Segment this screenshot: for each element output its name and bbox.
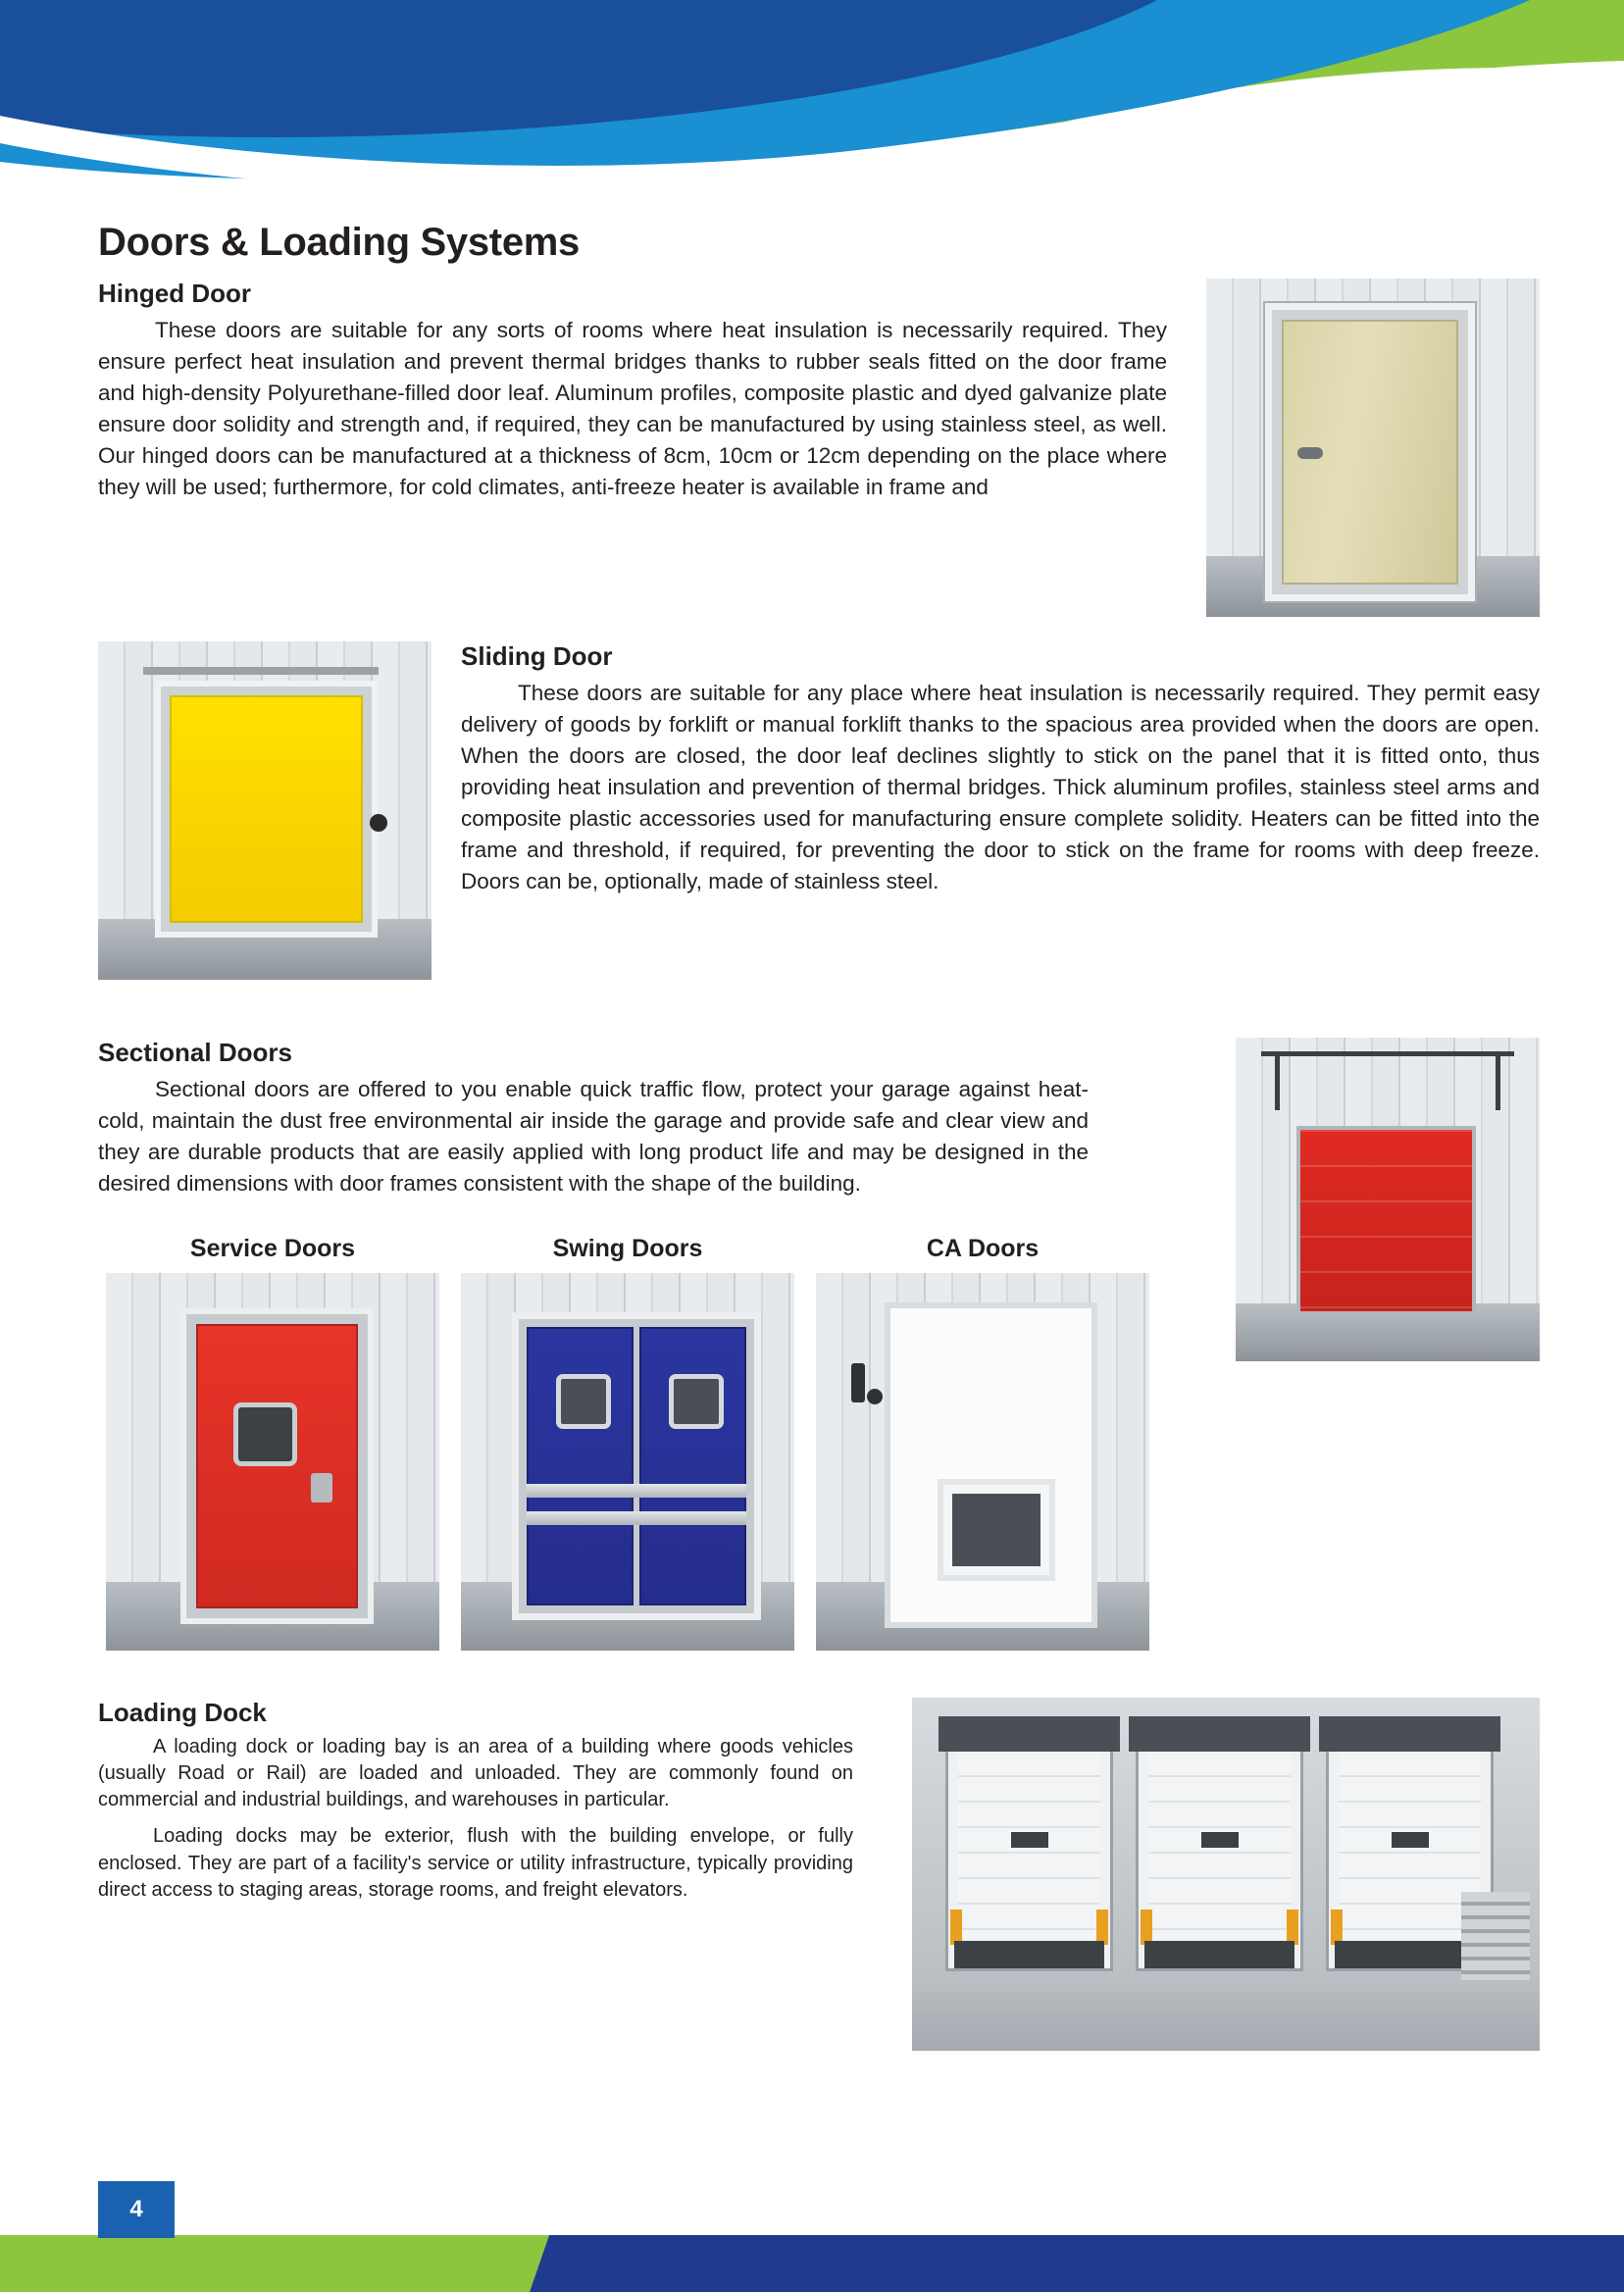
track-rail-left bbox=[1275, 1051, 1280, 1110]
loading-dock-text bbox=[98, 1698, 853, 1904]
dock-door-window bbox=[1392, 1832, 1429, 1848]
header-banner-svg bbox=[0, 0, 1624, 211]
dock-shelter-hood bbox=[1319, 1716, 1500, 1752]
sliding-door-body-text: These doors are suitable for any place where heat insulation is necessarily required. They permit easy delivery of goods by forklift or manual forklift thanks to the spacious area provided when the doors are open. When the doors are closed, the door leaf declines slightly to stick on the panel that it is fitted onto, thus providing heat insulation and prevention of thermal bridges. Thick aluminum profiles, stainless steel arms and composite plastic accessories used for manufacturing ensure complete solidity. Heaters can be fitted into the frame and threshold, if required, for preventing the door to stick on the frame for rooms with deep freeze. Doors can be, optionally, made of stainless steel. bbox=[461, 681, 1540, 893]
page-title: Doors & Loading Systems bbox=[98, 221, 580, 264]
dock-bumper-left bbox=[1331, 1910, 1343, 1945]
dock-leveler bbox=[1144, 1941, 1294, 1968]
door-frame bbox=[180, 1308, 374, 1624]
header-banner-graphic bbox=[0, 0, 1624, 211]
sliding-door-section bbox=[98, 641, 1540, 1004]
footer-banner-graphic bbox=[0, 2174, 1624, 2292]
sectional-doors-section bbox=[98, 1038, 1540, 1651]
hinged-door-section bbox=[98, 279, 1540, 624]
sectional-doors-body bbox=[98, 1074, 1089, 1199]
dock-leveler bbox=[954, 1941, 1104, 1968]
hinged-door-body-text: These doors are suitable for any sorts of rooms where heat insulation is necessarily required. They ensure perfect heat insulation and prevent thermal bridges thanks to rubber seals fitted on the door frame and high-density Polyurethane-filled door leaf. Aluminum profiles, composite plastic and dyed galvanize plate ensure door solidity and strength and, if required, they can be manufactured by using stainless steel, as well. Our hinged doors can be manufactured at a thickness of 8cm, 10cm or 12cm depending on the place where they will be used; furthermore, for cold climates, anti-freeze heater is available in frame and bbox=[98, 318, 1167, 499]
swing-door-photo bbox=[461, 1273, 794, 1651]
door-window-icon bbox=[556, 1374, 611, 1429]
dock-apron-ground bbox=[912, 1980, 1540, 2051]
door-frame bbox=[885, 1302, 1097, 1628]
track-rail-right bbox=[1496, 1051, 1500, 1110]
bumper-rail-lower bbox=[527, 1511, 746, 1525]
hinged-door-photo bbox=[1206, 279, 1540, 617]
footer-banner-svg bbox=[0, 2174, 1624, 2292]
door-leaf bbox=[196, 1324, 358, 1608]
dock-bumper-right bbox=[1287, 1910, 1298, 1945]
door-frame bbox=[155, 681, 378, 938]
loading-dock-paragraph-1-text: A loading dock or loading bay is an area of a building where goods vehicles (usually Road or Rail) are loaded and unloaded. They are commonly found on commercial and industrial buildings, and warehouses in particular. bbox=[98, 1735, 853, 1811]
hinged-door-text bbox=[98, 279, 1167, 503]
door-hinge-icon bbox=[851, 1363, 865, 1402]
dock-door-window bbox=[1201, 1832, 1239, 1848]
loading-dock-paragraph-1 bbox=[98, 1734, 853, 1814]
door-frame bbox=[512, 1312, 761, 1620]
hinged-door-body bbox=[98, 315, 1167, 503]
door-leaf-right bbox=[639, 1327, 746, 1605]
service-door-photo bbox=[106, 1273, 439, 1651]
hatch-window-icon bbox=[952, 1494, 1040, 1566]
bumper-rail-upper bbox=[527, 1484, 746, 1498]
door-handle-icon bbox=[370, 814, 387, 832]
sliding-door-heading: Sliding Door bbox=[461, 641, 613, 671]
door-handle-icon bbox=[311, 1473, 332, 1503]
sectional-doors-text bbox=[98, 1038, 1089, 1199]
door-handle-icon bbox=[867, 1389, 883, 1404]
loading-dock-heading: Loading Dock bbox=[98, 1697, 267, 1727]
loading-dock-paragraph-2 bbox=[98, 1823, 853, 1904]
dock-bay-1 bbox=[945, 1735, 1113, 1971]
door-frame bbox=[1265, 303, 1475, 601]
door-window-icon bbox=[669, 1374, 724, 1429]
swing-doors-caption: Swing Doors bbox=[552, 1234, 703, 1262]
page-content bbox=[98, 221, 1540, 2061]
hinged-door-heading: Hinged Door bbox=[98, 279, 251, 308]
door-leaf bbox=[170, 695, 363, 923]
ca-doors-caption: CA Doors bbox=[926, 1234, 1040, 1262]
door-leaf-left bbox=[527, 1327, 634, 1605]
sliding-door-body bbox=[461, 678, 1540, 897]
door-window-icon bbox=[233, 1402, 297, 1466]
sectional-door-photo bbox=[1236, 1038, 1540, 1361]
sectional-doors-heading: Sectional Doors bbox=[98, 1038, 292, 1067]
dock-door-window bbox=[1011, 1832, 1048, 1848]
sliding-rail bbox=[143, 667, 379, 675]
gallery-item-ca-doors bbox=[816, 1235, 1149, 1651]
track-rails bbox=[1261, 1051, 1514, 1105]
dock-bumper-left bbox=[1141, 1910, 1152, 1945]
door-leaf bbox=[1282, 320, 1458, 585]
sectional-door-leaf bbox=[1296, 1126, 1476, 1315]
dock-bumper-right bbox=[1096, 1910, 1108, 1945]
dock-bumper-left bbox=[950, 1910, 962, 1945]
gallery-item-service-doors bbox=[106, 1235, 439, 1651]
service-doors-caption: Service Doors bbox=[189, 1234, 356, 1262]
sliding-door-text bbox=[461, 641, 1540, 897]
loading-dock-section bbox=[98, 1698, 1540, 2061]
dock-shelter-hood bbox=[939, 1716, 1120, 1752]
ca-door-photo bbox=[816, 1273, 1149, 1651]
gallery-item-swing-doors bbox=[461, 1235, 794, 1651]
loading-dock-paragraph-2-text: Loading docks may be exterior, flush with the building envelope, or fully enclosed. They are part of a facility's service or utility infrastructure, typically providing direct access to staging areas, storage rooms, and freight elevators. bbox=[98, 1825, 853, 1901]
dock-bay-2 bbox=[1136, 1735, 1303, 1971]
loading-dock-photo bbox=[912, 1698, 1540, 2051]
page-number-badge: 4 bbox=[98, 2181, 175, 2238]
sectional-doors-body-text: Sectional doors are offered to you enable quick traffic flow, protect your garage against heat-cold, maintain the dust free environmental air inside the garage and provide safe and clear view and they are durable products that are easily applied with long product life and may be designed in the desired dimensions with door frames consistent with the shape of the building. bbox=[98, 1077, 1089, 1196]
sliding-door-photo bbox=[98, 641, 431, 980]
door-handle-icon bbox=[1297, 447, 1323, 459]
inspection-hatch bbox=[938, 1479, 1055, 1581]
dock-shelter-hood bbox=[1129, 1716, 1310, 1752]
